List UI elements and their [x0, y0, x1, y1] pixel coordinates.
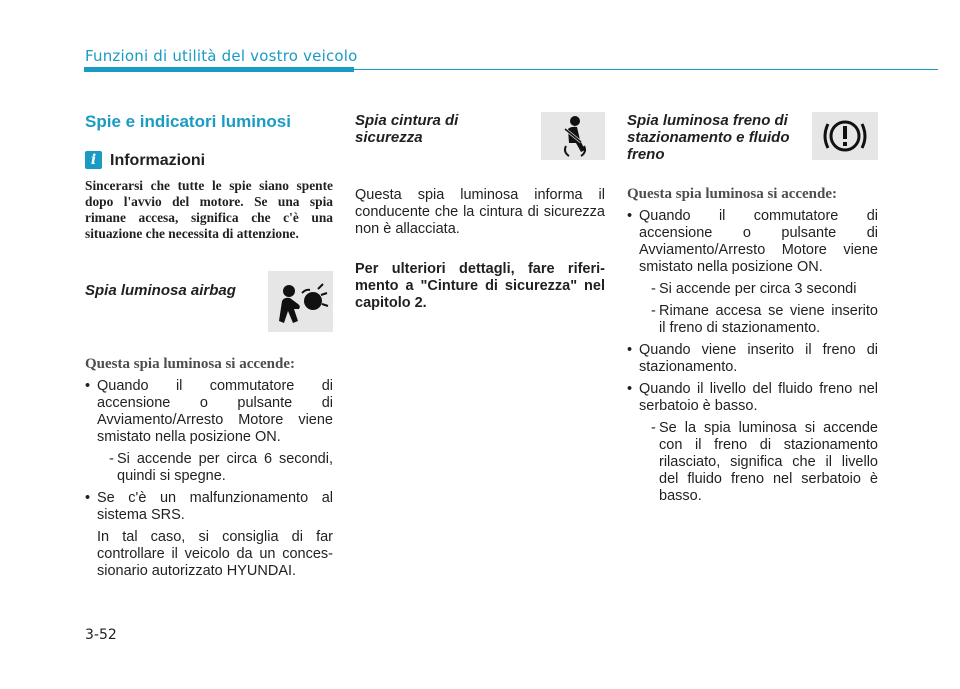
list-subitem: - Se la spia luminosa si accende con il freno di stazionamento rilasciato, significa che il livello del fluido freno nel serbatoio è basso. — [639, 420, 878, 505]
info-title: Informazioni — [110, 152, 206, 169]
airbag-lights-on-heading: Questa spia luminosa si accende: — [85, 356, 296, 372]
brake-list — [627, 208, 878, 510]
section-title: Spie e indicatori luminosi — [85, 112, 291, 131]
airbag-list — [85, 378, 333, 585]
list-subitem: - Si accende per circa 3 secondi — [639, 281, 878, 298]
info-icon: i — [85, 151, 102, 169]
list-item — [627, 342, 878, 376]
brake-warning-icon — [812, 112, 878, 160]
list-item-text: Se c'è un malfunzionamento al sistema SRS. — [97, 490, 333, 523]
list-item-continuation: In tal caso, si consiglia di far controllare il veicolo da un conces- sionario autorizzato HYUNDAI. — [97, 529, 333, 579]
seatbelt-reference: Per ulteriori dettagli, fare riferi- mento a "Cinture di sicurezza" nel capitolo 2. — [355, 261, 605, 311]
header-title: Funzioni di utilità del vostro veicolo — [85, 47, 358, 65]
header-divider — [354, 69, 938, 70]
list-item — [85, 378, 333, 485]
seatbelt-text: Questa spia luminosa informa il conducente che la cintura di sicurezza non è allacciata. — [355, 187, 605, 237]
info-text: Sincerarsi che tutte le spie siano spente dopo l'avvio del motore. Se una spia rimane accesa, significa che c'è una situazione che necessita di attenzione. — [85, 178, 333, 241]
airbag-title: Spia luminosa airbag — [85, 282, 236, 299]
list-item-text: Quando il livello del fluido freno nel serbatoio è basso. — [639, 381, 878, 414]
seatbelt-title: Spia cintura di sicurezza — [355, 112, 459, 146]
list-item-text: Quando il commutatore di accensione o pulsante di Avviamento/Arresto Motore viene smistato nella posizione ON. — [97, 378, 333, 445]
page-number: 3-52 — [85, 627, 117, 643]
list-item — [627, 381, 878, 505]
list-item — [85, 490, 333, 580]
list-item — [627, 208, 878, 337]
header-accent-bar — [84, 67, 354, 72]
seatbelt-warning-icon — [541, 112, 605, 160]
airbag-warning-icon — [268, 271, 333, 332]
list-item-text: Quando il commutatore di accensione o pulsante di Avviamento/Arresto Motore viene smistato nella posizione ON. — [639, 208, 878, 275]
list-subitem: - Si accende per circa 6 secondi, quindi si spegne. — [97, 451, 333, 485]
list-item-text: Quando viene inserito il freno di stazionamento. — [639, 342, 878, 375]
list-subitem: - Rimane accesa se viene inserito il freno di stazionamento. — [639, 303, 878, 337]
brake-title: Spia luminosa freno di stazionamento e fluido freno — [627, 112, 790, 163]
brake-lights-on-heading: Questa spia luminosa si accende: — [627, 186, 838, 202]
